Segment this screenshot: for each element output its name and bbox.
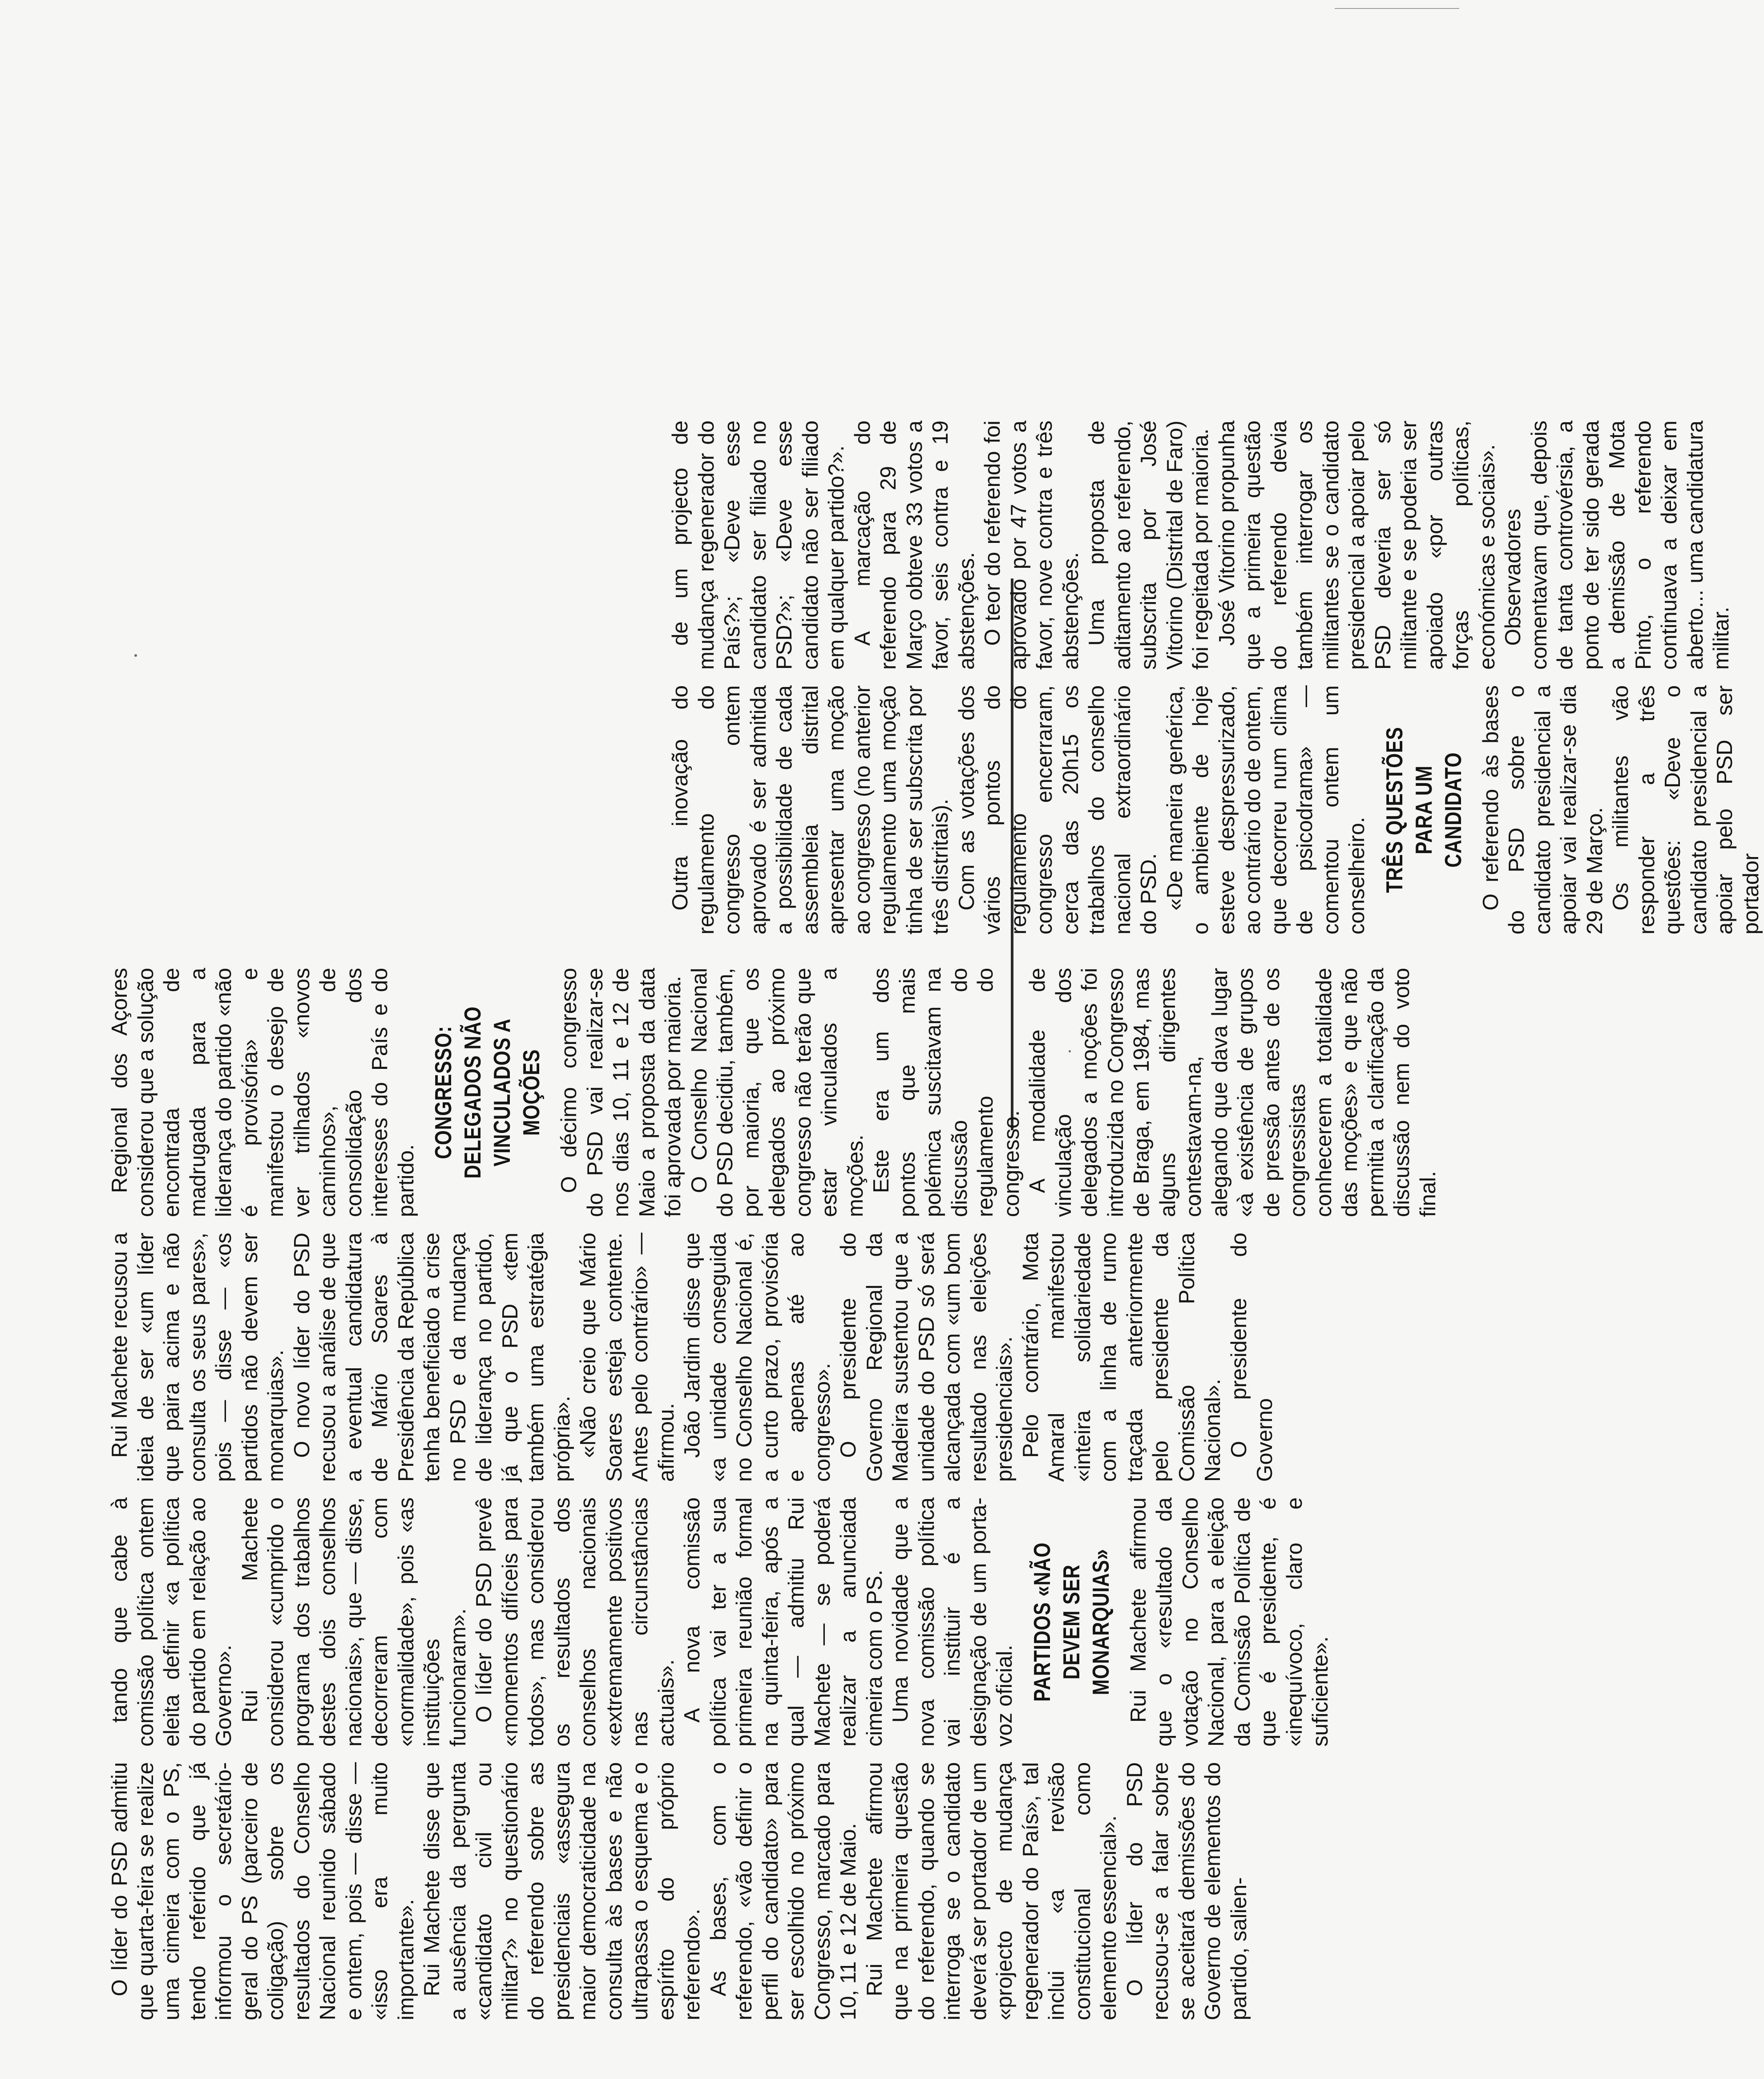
column-6-paragraphs [667, 421, 1735, 670]
column-5-paragraphs-after-heading [1478, 685, 1764, 934]
paragraph: João Jardim disse que «a unidade conseguida no Conselho Nacional é, a curto prazo, provisória e apenas até ao congresso». [680, 1233, 835, 1482]
paragraph: O teor do referendo foi aprovado por 47 votos a favor, nove contra e três abstenções. [981, 421, 1083, 670]
column-2-paragraphs [107, 1497, 1018, 1747]
paragraph: O líder do PSD recusou-se a falar sobre se aceitará demissões do Governo de elementos do partido, salien- [1122, 1762, 1251, 2020]
paragraph: Observadores comentavam que, depois de tanta controvérsia, a ponto de ter sido gerada a demissão de Mota Pinto, o referendo continuava a deixar em aberto... uma candidatura militar. [1501, 421, 1733, 670]
paragraph: Com as votações dos vários pontos do regulamento do congresso encerraram, cerca das 20h15 os trabalhos do conselho nacional extraordinário do PSD. [954, 685, 1161, 934]
paragraph: O líder do PSD prevê «momentos difíceis para todos», mas considerou os resultados dos conselhos nacionais «extremamente positivos nas circunstâncias actuais». [472, 1497, 678, 1747]
paragraph: Rui Machete disse que a ausência da pergunta «candidato civil ou militar?» no questionário do referendo sobre as presidenciais «assegura maior democraticidade na consulta às bases e não ultrapassa o esquema e o espírito do próprio referendo». [420, 1762, 704, 2020]
paragraph: O líder do PSD admitiu que quarta-feira se realize uma cimeira com o PS, tendo referido que já informou o secretário-geral do PS (parceiro de coligação) sobre os resultados do Conselho Nacional reunido sábado e ontem, pois — disse — «isso era muito importante». [108, 1762, 418, 2020]
paragraph: Pelo contrário, Mota Amaral manifestou «inteira solidariedade com a linha de rumo traçada anteriormente pelo presidente da Comissão Política Nacional». [1018, 1233, 1225, 1482]
paragraph: «De maneira genérica, o ambiente de hoje esteve despressurizado, ao contrário do de ontem, que decorreu num clima de psicodrama» — comentou ontem um conselheiro. [1163, 685, 1369, 934]
heading-tres-questoes-para-um-candidato: TRÊS QUESTÕES PARA UM CANDIDATO [1381, 727, 1466, 893]
paragraph: O presidente do Governo Regional da Madeira sustentou que a unidade do PSD só será alcançada com «um bom resultado nas eleições presidenciais». [836, 1233, 1017, 1482]
paragraph: Uma novidade que a nova comissão política vai instituir é a designação de um porta-voz oficial. [888, 1497, 1017, 1747]
rotated-article [107, 71, 1763, 2020]
paragraph: Este era um dos pontos que mais polémica suscitavam na discussão do regulamento do congresso. [869, 968, 1024, 1217]
paragraph: O Conselho Nacional do PSD decidiu, também, por maioria, que os delegados ao próximo congresso não terão que estar vinculados a moções. [687, 968, 868, 1217]
paragraph: Rui Machete recusou a ideia de ser «um líder que paira acima e não consulta os seus pares», pois — disse — «os partidos não devem ser monarquias». [108, 1233, 288, 1482]
paragraph: José Vitorino propunha que a primeira questão do referendo devia também interrogar os militantes se o candidato presidencial a apoiar pelo PSD deveria ser só militante e se poderia ser apoiado «por outras forças políticas, económicas e sociais». [1215, 421, 1499, 670]
paragraph: «Não creio que Mário Soares esteja contente. Antes pelo contrário» — afirmou. [576, 1233, 678, 1482]
paragraph: Rui Machete afirmou que na primeira questão do referendo, quando se interroga se o candidato deverá ser portador de um «projecto de mudança regenerador do País», tal inclui «a revisão constitucional como elemento essencial». [862, 1762, 1121, 2020]
paragraph: O novo líder do PSD recusou a análise de que a eventual candidatura de Mário Soares à Presidência da República tenha beneficiado a crise no PSD e da mudança de liderança no partido, já que o PSD «tem também uma estratégia própria». [290, 1233, 574, 1482]
paragraph: Outra inovação do regulamento do congresso ontem aprovado é ser admitida a possibilidade de cada assembleia distrital apresentar uma moção ao congresso (no anterior regulamento uma moção tinha de ser subscrita por três distritais). [668, 685, 953, 934]
column-5-paragraphs [667, 685, 1370, 934]
paragraph: A nova comissão política vai ter a sua primeira reunião formal na quinta-feira, após a qual — admitiu Rui Machete — se poderá realizar a anunciada cimeira com o PS. [680, 1497, 887, 1747]
paragraph: O presidente do Governo [1227, 1233, 1277, 1482]
article-column-4 [107, 968, 1440, 1217]
column-4-paragraphs [107, 968, 419, 1217]
paragraph: O referendo às bases do PSD sobre o candidato presidencial a apoiar vai realizar-se dia 29 de Março. [1478, 685, 1607, 934]
paragraph: Uma proposta de aditamento ao referendo, subscrita por José Vitorino (Distrital de Faro) foi regeitada por maioria. [1085, 421, 1213, 670]
paragraph: O décimo congresso do PSD vai realizar-se nos dias 10, 11 e 12 de Maio a proposta da data foi aprovada por maioria. [557, 968, 685, 1217]
article-column-2 [107, 1497, 1332, 1747]
top-edge-rule [1335, 8, 1459, 9]
column-2-paragraphs-after-heading [1126, 1497, 1334, 1747]
paragraph: Rui Machete afirmou que o «resultado da votação no Conselho Nacional, para a eleição da Comissão Política de que é presidente, é «inequívoco, claro e suficiente». [1126, 1497, 1332, 1747]
column-1-paragraphs [107, 1762, 1252, 2020]
article-column-3 [107, 1233, 1277, 1482]
article-column-1 [107, 1762, 1251, 2020]
article-column-6 [667, 421, 1733, 670]
paragraph: de um projecto de mudança regenerador do País?»; «Deve esse candidato ser filiado no PSD?»; «Deve esse candidato não ser filiado em qualquer partido?». [668, 421, 848, 670]
paragraph: Os militantes vão responder a três questões: «Deve o candidato presidencial a apoiar pelo PSD ser portador [1609, 685, 1763, 934]
paragraph: As bases, com o referendo, «vão definir o perfil do candidato» para ser escolhido no próximo Congresso, marcado para 10, 11 e 12 de Maio. [706, 1762, 860, 2020]
paragraph: A marcação do referendo para 29 de Março obteve 33 votos a favor, seis contra e 19 abstenções. [850, 421, 979, 670]
paragraph: A modalidade de vinculação dos delegados a moções foi introduzida no Congresso de Braga, em 1984, mas alguns dirigentes contestavam-na, alegando que dava lugar «à existência de grupos de pressão antes de os congressistas conhecerem a totalidade das moções» e que não permitia a clarificação da discussão nem do voto final. [1025, 968, 1440, 1217]
heading-partidos-nao-devem-ser-monarquias: PARTIDOS «NÃO DEVEM SER MONARQUIAS» [1029, 1542, 1114, 1702]
paragraph: Regional dos Açores considerou que a solução encontrada de madrugada para a liderança do partido «não é provisória» e manifestou o desejo de ver trilhados «novos caminhos», de consolidação dos interesses do País e do partido. [108, 968, 418, 1217]
column-4-paragraphs-after-heading [556, 968, 1441, 1217]
heading-congresso-delegados-nao-vinculados: CONGRESSO: DELEGADOS NÃO VINCULADOS A MOÇÕES [431, 1006, 545, 1179]
article-column-5 [667, 685, 1763, 934]
paragraph: tando que cabe à comissão política ontem eleita definir «a política do partido em relação ao Governo». [108, 1497, 236, 1747]
column-3-paragraphs [107, 1233, 1278, 1482]
paragraph: Rui Machete considerou «cumprido o programa dos trabalhos destes dois conselhos nacionais», que — disse, decorreram com «normalidade», pois «as instituições funcionaram». [238, 1497, 470, 1747]
